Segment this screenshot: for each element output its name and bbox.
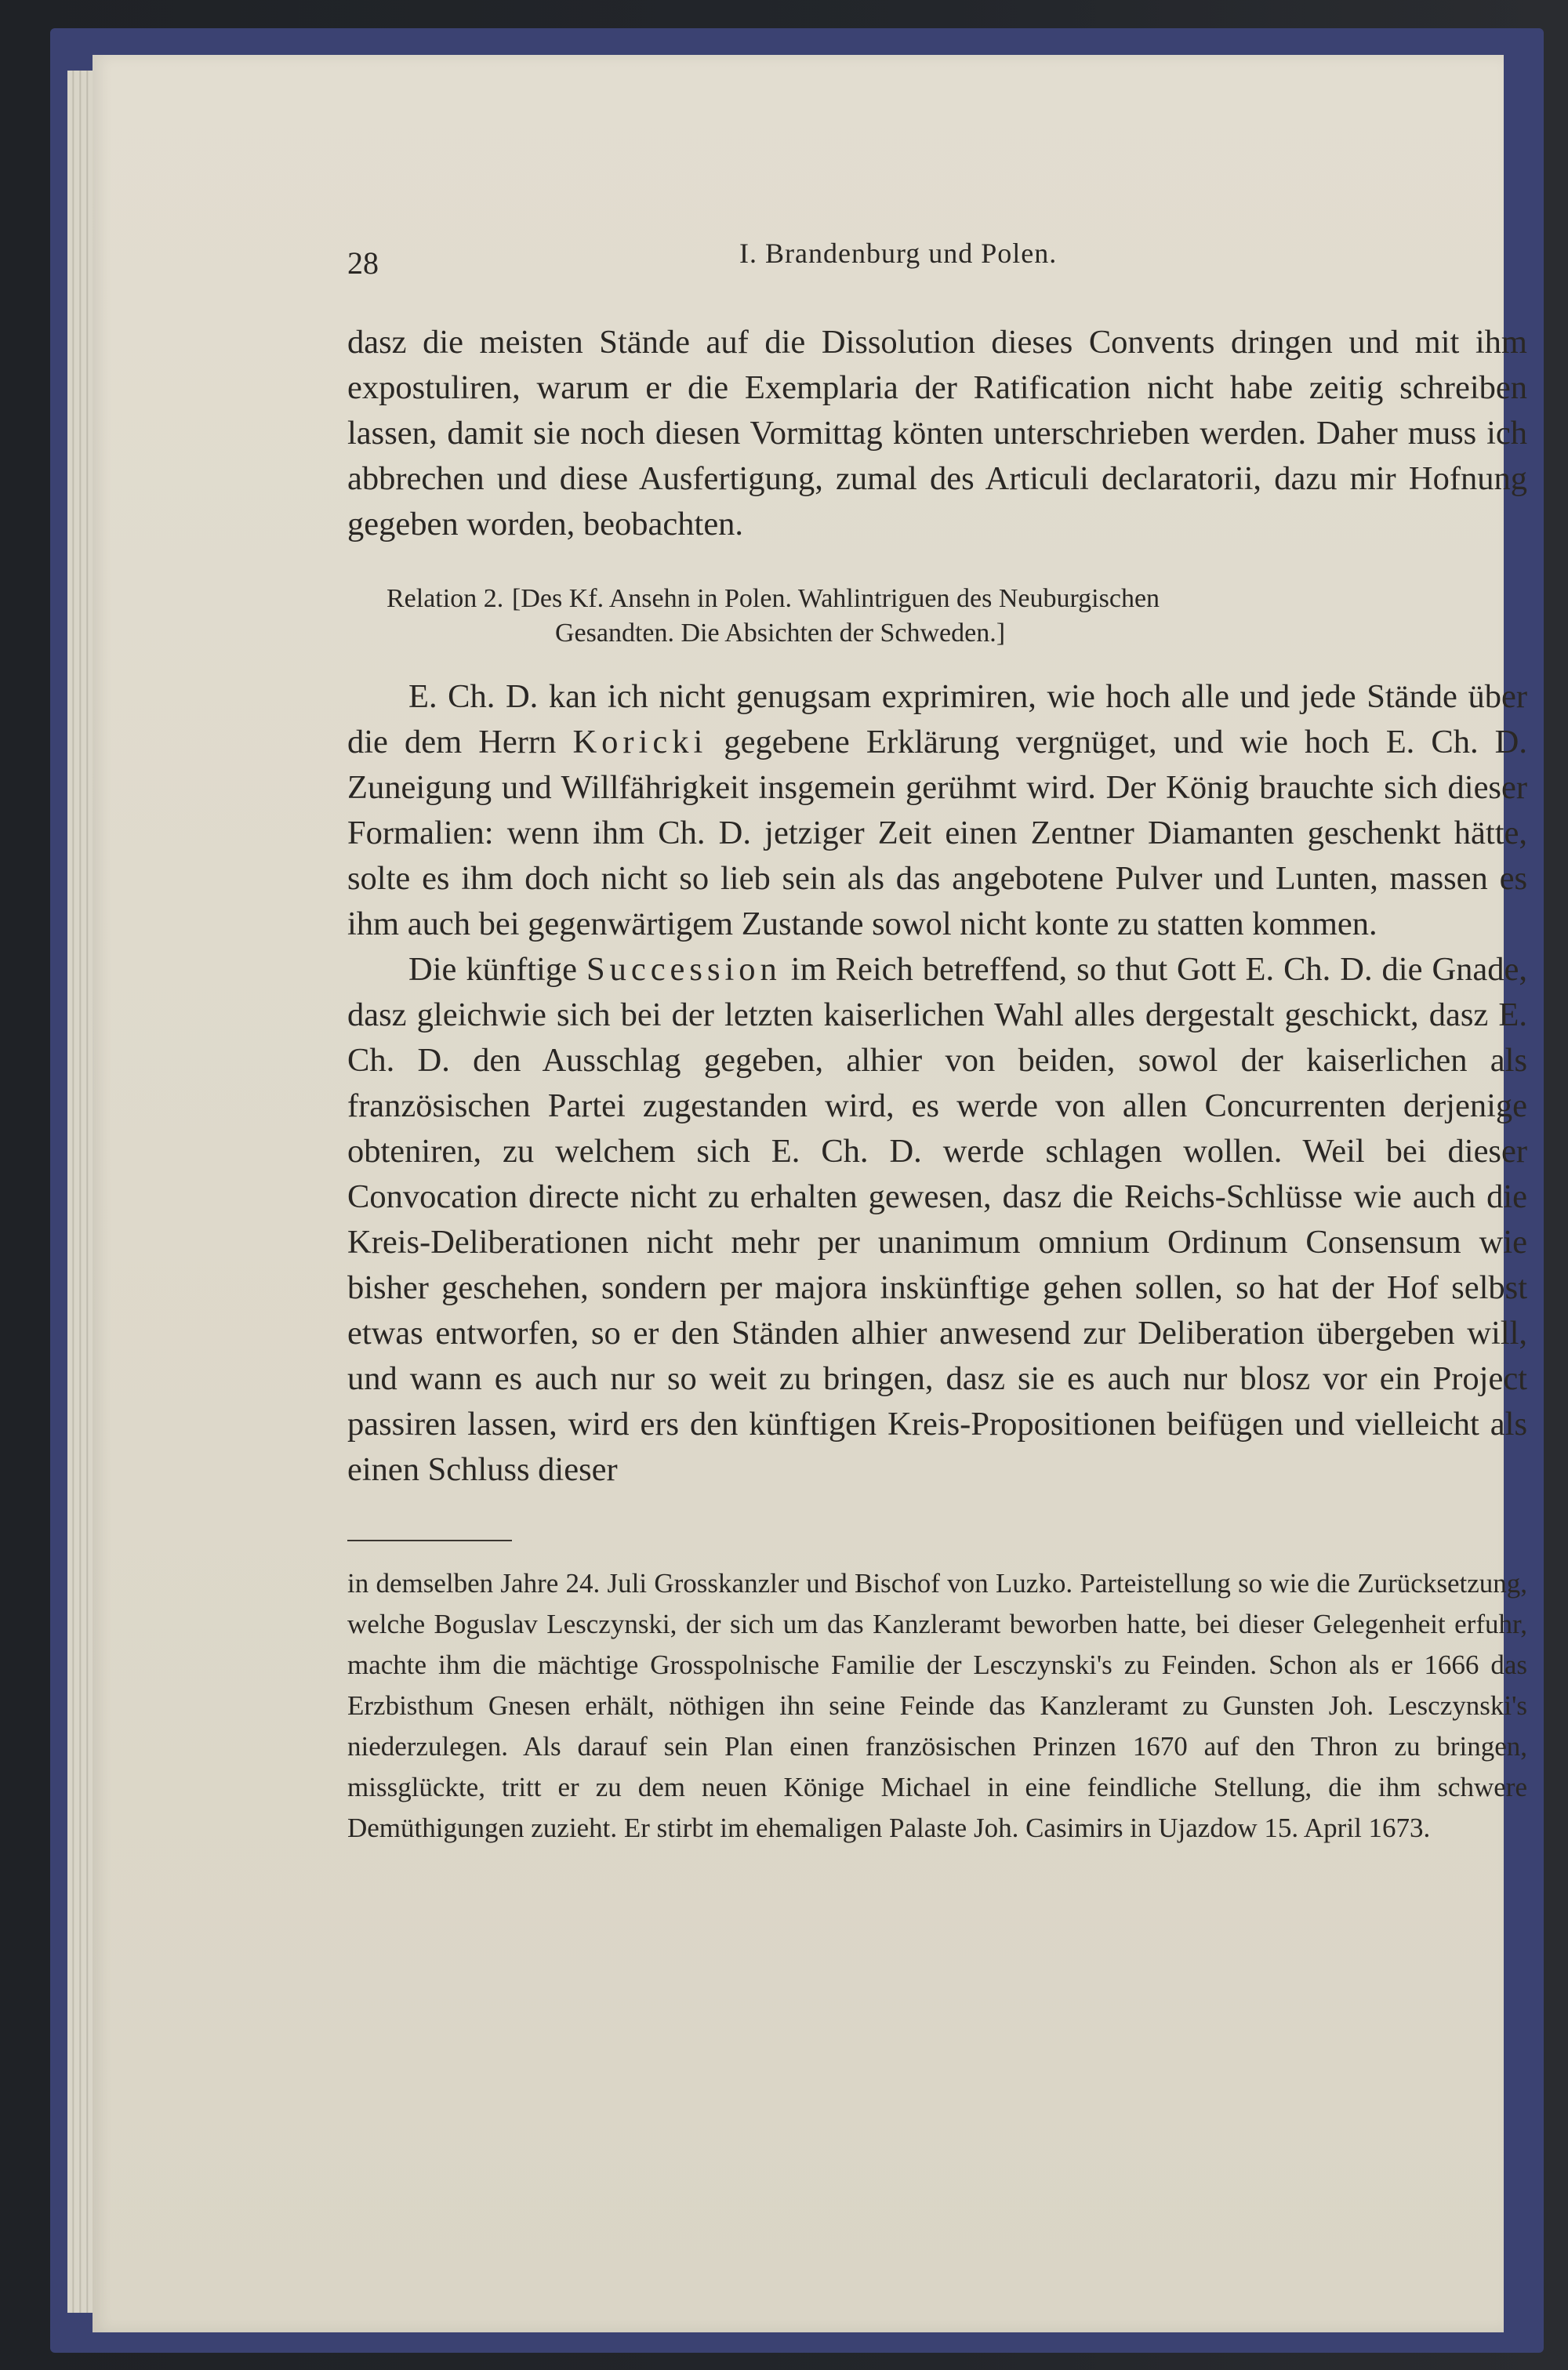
page-content: [347, 235, 1527, 1849]
relation-heading: [347, 582, 1527, 651]
relation-summary-line-1: [Des Kf. Ansehn in Polen. Wahlintriguen des Neuburgischen: [512, 584, 1160, 613]
footnote-rule: [347, 1540, 512, 1541]
body-text: [347, 320, 1527, 1493]
spaced-word-succession: Succession: [586, 951, 782, 988]
running-head: I. Brandenburg und Polen.: [739, 238, 1058, 269]
footnote-text: in demselben Jahre 24. Juli Grosskanzler und Bischof von Luzko. Parteistellung so wie die Zurücksetzung, welche Boguslav Lesczynski, der sich um das Kanzleramt beworben hatte, bei dieser Gelegenheit erfuhr, machte ihm die mächtige Grosspolnische Familie der Lesczynski's zu Feinden. Schon als er 1666 das Erzbisthum Gnesen erhält, nöthigen ihn seine Feinde das Kanzleramt zu Gunsten Joh. Lesczynski's niederzulegen. Als darauf sein Plan einen französischen Prinzen 1670 auf den Thron zu bringen, missglückte, tritt er zu dem neuen Könige Michael in eine feindliche Stellung, die ihm schwere Demüthigungen zuzieht. Er stirbt im ehemaligen Palaste Joh. Casimirs in Ujazdow 15. April 1673.: [347, 1568, 1527, 1843]
page-number: 28: [347, 245, 379, 281]
page-header: [347, 235, 1527, 282]
paragraph-2-end: gegebene Erklärung vergnüget, und wie hoch E. Ch. D. Zuneigung und Willfährigkeit insgemein gerühmt wird. Der König brauchte sich dieser Formalien: wenn ihm Ch. D. jetziger Zeit einen Zentner Diamanten geschenkt hätte, solte es ihm doch nicht so lieb sein als das angebotene Pulver und Lunten, massen es ihm auch bei gegenwärtigem Zustande sowol nicht konte zu statten kommen.: [347, 724, 1527, 942]
paragraph-1: dasz die meisten Stände auf die Dissolution dieses Convents dringen und mit ihm expostuliren, warum er die Exemplaria der Ratification nicht habe zeitig schreiben lassen, damit sie noch diesen Vormittag könten unterschrieben werden. Daher muss ich abbrechen und diese Ausfertigung, zumal des Articuli declaratorii, dazu mir Hofnung gegeben worden, beobachten.: [347, 324, 1527, 543]
spaced-name-koricki: Koricki: [572, 724, 708, 760]
footnote: [347, 1563, 1527, 1849]
paragraph-3-end: im Reich betreffend, so thut Gott E. Ch. D. die Gnade, dasz gleichwie sich bei der letzten kaiserlichen Wahl alles dergestalt geschickt, dasz E. Ch. D. den Ausschlag gegeben, alhier von beiden, sowol der kaiserlichen als französischen Partei zugestanden wird, es werde von allen Concurrenten derjenige obteniren, zu welchem sich E. Ch. D. werde schlagen wollen. Weil bei dieser Convocation directe nicht zu erhalten gewesen, dasz die Reichs-Schlüsse wie auch die Kreis-Deliberationen nicht mehr per unanimum omnium Ordinum Consensum wie bisher geschehen, sondern per majora inskünftige gehen sollen, so hat der Hof selbst etwas entworfen, so er den Ständen alhier anwesend zur Deliberation übergeben will, und wann es auch nur so weit zu bringen, dasz sie es auch nur blosz vor ein Project passiren lassen, wird ers den künftigen Kreis-Propositionen beifügen und vielleicht als einen Schluss dieser: [347, 951, 1527, 1488]
paragraph-2: [347, 674, 1527, 947]
paragraph-3-start: Die künftige: [408, 951, 586, 988]
relation-label: Relation 2.: [387, 584, 504, 613]
paragraph-2-start: E. Ch. D. kan ich nicht genugsam exprimiren, wie hoch alle und jede Stände über die dem Herrn: [347, 678, 1527, 760]
relation-summary: [512, 582, 1527, 651]
book-page: [93, 55, 1527, 2332]
relation-summary-line-2: Gesandten. Die Absichten der Schweden.]: [555, 619, 1006, 648]
paragraph-3: [347, 947, 1527, 1493]
